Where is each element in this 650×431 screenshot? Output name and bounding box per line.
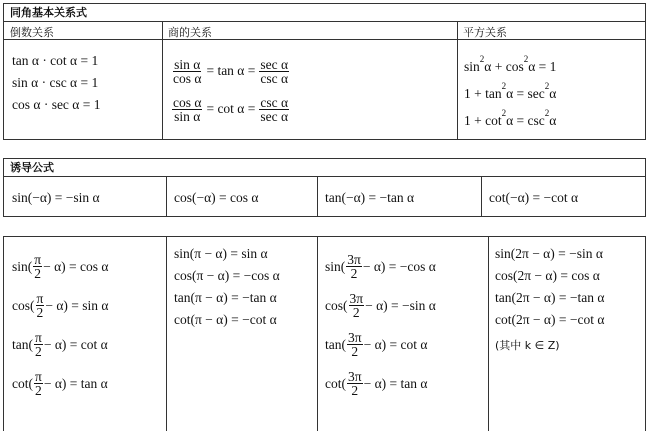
identity-table-headers bbox=[4, 22, 645, 40]
reciprocal-formulas bbox=[12, 50, 101, 116]
identity-table bbox=[3, 3, 646, 140]
formula-line: cot(π − α) = −cot α bbox=[174, 312, 277, 327]
formula-line: $\sin^2\alpha + \cos^2\alpha = 1$ bbox=[464, 54, 557, 74]
formula-line: cot( $\frac{3\pi}{2}$ − α) = tan α bbox=[325, 369, 428, 398]
formula-line: sin( $\frac{3\pi}{2}$ − α) = −cos α bbox=[325, 252, 436, 281]
formula-line: $1 + \cot^2\alpha = \csc^2\alpha$ bbox=[464, 108, 557, 128]
three-half-pi-formulas bbox=[325, 247, 436, 403]
square-formulas bbox=[464, 54, 556, 135]
formula-line: $\frac{\text{sin α}}{\text{cos α}}$ = tan α = $\frac{\text{sec α}}{\text{csc α}}$ bbox=[173, 56, 289, 86]
induction-table-title: 诱导公式 bbox=[4, 159, 645, 177]
formula-line: sin(π − α) = sin α bbox=[174, 246, 268, 261]
neg-cos: cos(−α) = cos α bbox=[174, 190, 259, 205]
two-pi-formulas bbox=[495, 243, 604, 357]
formula-line: sin(2π − α) = −sin α bbox=[495, 246, 603, 261]
k-integer-note: (其中 k ∈ Z) bbox=[495, 339, 560, 352]
half-pi-formulas bbox=[12, 247, 108, 403]
formula-line: sin α · csc α = 1 bbox=[12, 75, 99, 90]
header-square: 平方关系 bbox=[463, 26, 507, 39]
formula-line: tan( $\frac{\pi}{2}$ − α) = cot α bbox=[12, 330, 108, 359]
formula-line: cos α · sec α = 1 bbox=[12, 97, 101, 112]
header-reciprocal: 倒数关系 bbox=[10, 26, 54, 39]
formula-line: tan α · cot α = 1 bbox=[12, 53, 99, 68]
formula-line: $\frac{\text{cos α}}{\text{sin α}}$ = cot α = $\frac{\text{csc α}}{\text{sec α}}$ bbox=[173, 94, 289, 124]
induction-table bbox=[3, 158, 646, 217]
formula-line: cot( $\frac{\pi}{2}$ − α) = tan α bbox=[12, 369, 108, 398]
formula-line: $1 + \tan^2\alpha = \sec^2\alpha$ bbox=[464, 81, 557, 101]
header-quotient: 商的关系 bbox=[168, 26, 212, 39]
formula-line: tan(π − α) = −tan α bbox=[174, 290, 277, 305]
quotient-formulas bbox=[171, 52, 290, 128]
pi-formulas bbox=[174, 243, 280, 331]
neg-cot: cot(−α) = −cot α bbox=[489, 190, 579, 205]
formula-line: cos(2π − α) = cos α bbox=[495, 268, 600, 283]
formula-line: cos( $\frac{\pi}{2}$ − α) = sin α bbox=[12, 291, 109, 320]
reduction-table bbox=[3, 236, 646, 431]
formula-line: cos( $\frac{3\pi}{2}$ − α) = −sin α bbox=[325, 291, 436, 320]
formula-line: sin( $\frac{\pi}{2}$ − α) = cos α bbox=[12, 252, 109, 281]
neg-tan: tan(−α) = −tan α bbox=[325, 190, 415, 205]
formula-line: cot(2π − α) = −cot α bbox=[495, 312, 605, 327]
formula-line: cos(π − α) = −cos α bbox=[174, 268, 280, 283]
neg-sin: sin(−α) = −sin α bbox=[12, 190, 100, 205]
identity-table-title: 同角基本关系式 bbox=[4, 4, 645, 22]
formula-line: tan( $\frac{3\pi}{2}$ − α) = cot α bbox=[325, 330, 428, 359]
formula-line: tan(2π − α) = −tan α bbox=[495, 290, 605, 305]
